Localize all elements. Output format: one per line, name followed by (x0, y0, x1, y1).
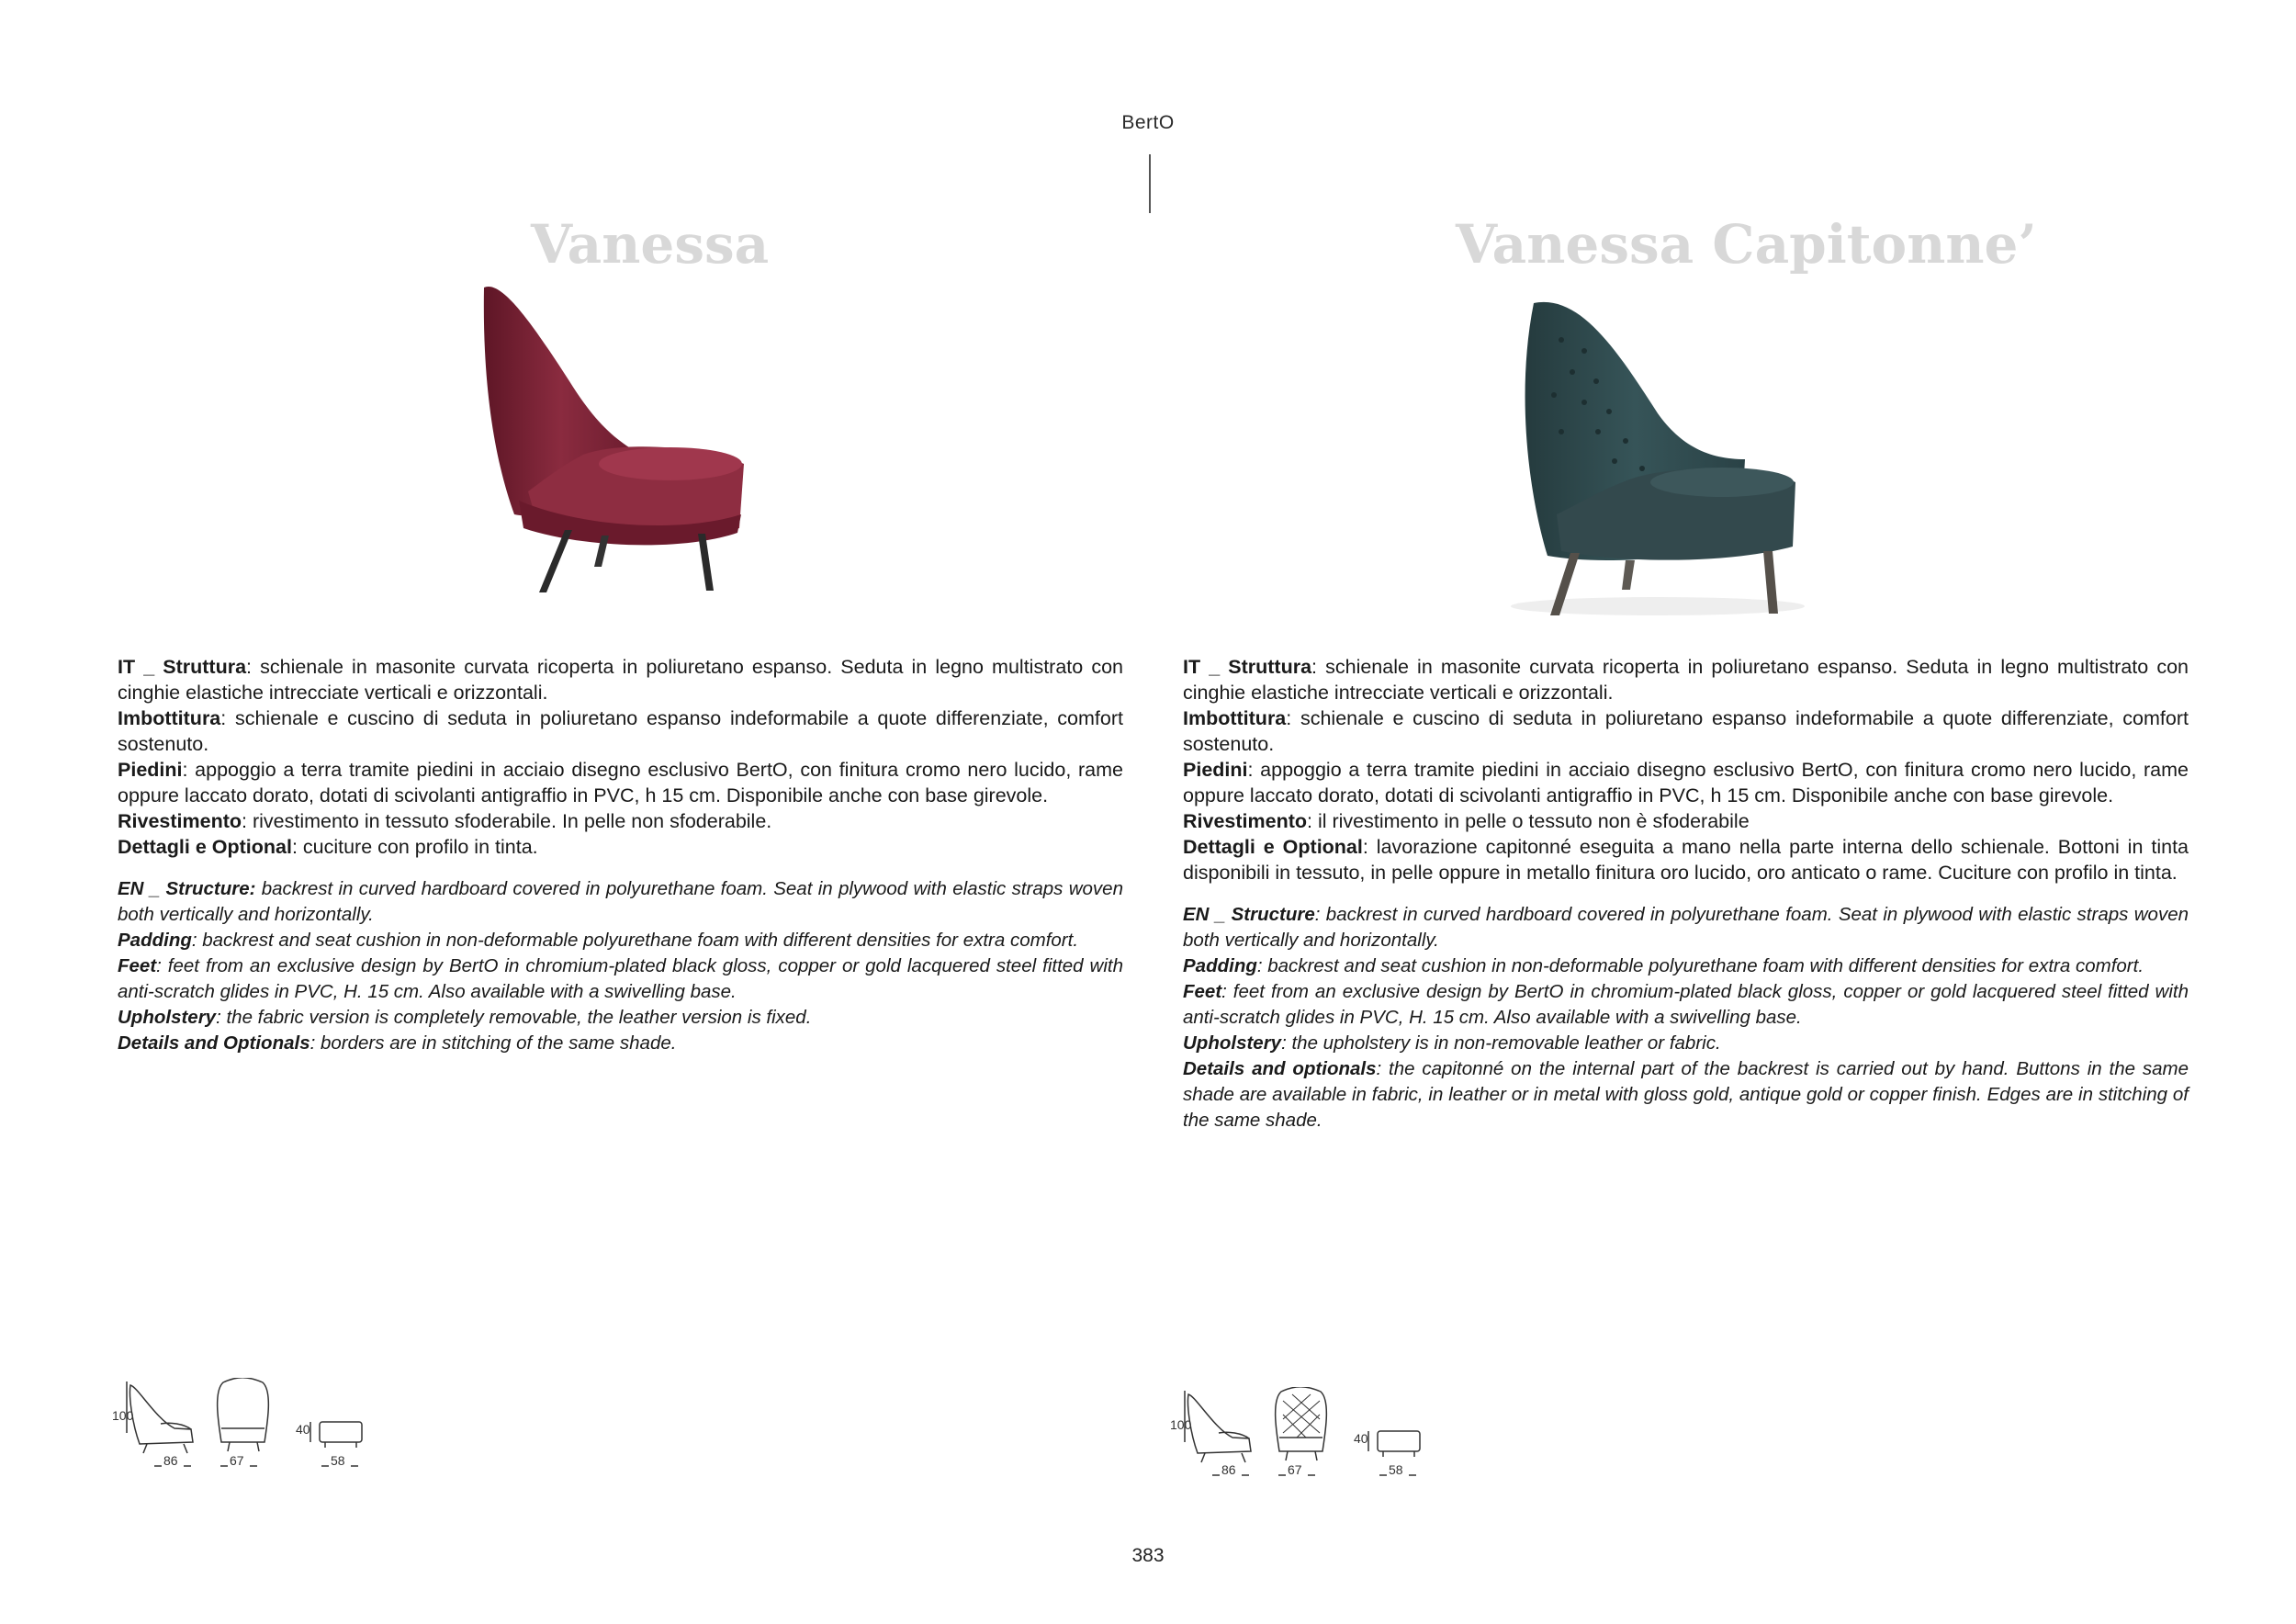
en-structure (118, 876, 1123, 928)
it-rivestimento (118, 808, 1123, 834)
dim-width: 67 (230, 1453, 244, 1468)
it-rivestimento (1183, 808, 2189, 834)
upholstery-text: : the fabric version is completely removable, the leather version is fixed. (216, 1007, 812, 1028)
en-feet (118, 953, 1123, 1005)
dim-depth: 86 (1221, 1462, 1236, 1477)
struttura-label: Struttura (163, 656, 247, 678)
it-prefix: IT _ (1183, 656, 1229, 678)
dim-pouf-width: 58 (331, 1453, 345, 1468)
feet-text: : feet from an exclusive design by BertO in chromium-plated black gloss, copper or gold lacquered steel fitted with anti-scratch glides in PVC, H. 15 cm. Also available with a swivelling base. (118, 955, 1123, 1002)
it-prefix: IT _ (118, 656, 163, 678)
rivestimento-text: : rivestimento in tessuto sfoderabile. In pelle non sfoderabile. (242, 810, 772, 832)
it-imbottitura (1183, 705, 2189, 757)
rivestimento-label: Rivestimento (118, 810, 242, 832)
dim-pouf-width: 58 (1389, 1462, 1403, 1477)
structure-label: EN _ Structure (1183, 904, 1315, 925)
en-details (1183, 1056, 2189, 1133)
dim-height: 100 (1170, 1417, 1192, 1432)
en-feet (1183, 979, 2189, 1031)
imbottitura-label: Imbottitura (118, 707, 221, 729)
brand-name: BertO (1121, 112, 1175, 133)
details-label: Details and optionals (1183, 1058, 1377, 1079)
vanessa-description (118, 654, 1123, 1056)
rivestimento-text: : il rivestimento in pelle o tessuto non è sfoderabile (1307, 810, 1750, 832)
page-number: 383 (1131, 1545, 1165, 1566)
structure-text: : backrest in curved hardboard covered in polyurethane foam. Seat in plywood with elastic straps woven both vertically and horizontally. (1183, 904, 2189, 951)
details-text: : borders are in stitching of the same shade. (310, 1032, 677, 1054)
imbottitura-text: : schienale e cuscino di seduta in poliuretano espanso indeformabile a quote differenziate, comfort sostenuto. (1183, 707, 2189, 755)
en-padding (1183, 953, 2189, 979)
struttura-text: : schienale in masonite curvata ricoperta in poliuretano espanso. Seduta in legno multistrato con cinghie elastiche intrecciate verticali e orizzontali. (1183, 656, 2189, 704)
it-dettagli (1183, 834, 2189, 885)
vanessa-capitonne-chair-image (1497, 294, 1809, 620)
en-upholstery (1183, 1031, 2189, 1056)
it-struttura (1183, 654, 2189, 705)
upholstery-label: Upholstery (1183, 1032, 1282, 1054)
dettagli-label: Dettagli e Optional (118, 836, 292, 858)
dim-width: 67 (1288, 1462, 1302, 1477)
dettagli-text: : lavorazione capitonné eseguita a mano nella parte interna dello schienale. Bottoni in tinta disponibili in tessuto, in pelle oppure in metallo finitura oro lucido, oro anticato o rame. Cuciture con profilo in tinta. (1183, 836, 2189, 884)
en-padding (118, 928, 1123, 953)
details-text: : the capitonné on the internal part of the backrest is carried out by hand. Buttons in the same shade are available in fabric, in leather or in metal with gloss gold, antique gold or copper finish. Edges are in stitching of the same shade. (1183, 1058, 2189, 1131)
piedini-label: Piedini (1183, 759, 1248, 781)
struttura-label: Struttura (1228, 656, 1312, 678)
struttura-text: : schienale in masonite curvata ricoperta in poliuretano espanso. Seduta in legno multistrato con cinghie elastiche intrecciate verticali e orizzontali. (118, 656, 1123, 704)
vanessa-chair-image (473, 280, 748, 597)
dim-height: 100 (112, 1408, 134, 1423)
header-divider (1149, 154, 1151, 213)
structure-text: backrest in curved hardboard covered in polyurethane foam. Seat in plywood with elastic straps woven both vertically and horizontally. (118, 878, 1123, 925)
en-details (118, 1031, 1123, 1056)
dettagli-label: Dettagli e Optional (1183, 836, 1363, 858)
piedini-text: : appoggio a terra tramite piedini in acciaio disegno esclusivo BertO, con finitura cromo nero lucido, rame oppure laccato dorato, dotati di scivolanti antigraffio in PVC, h 15 cm. Disponibile anche con base girevole. (1183, 759, 2189, 806)
product-title-vanessa-capitonne: Vanessa Capitonne’ (1456, 213, 2037, 276)
en-upholstery (118, 1005, 1123, 1031)
dettagli-text: : cuciture con profilo in tinta. (291, 836, 538, 858)
rivestimento-label: Rivestimento (1183, 810, 1308, 832)
details-label: Details and Optionals (118, 1032, 310, 1054)
upholstery-text: : the upholstery is in non-removable leather or fabric. (1281, 1032, 1721, 1054)
padding-label: Padding (1183, 955, 1257, 976)
dim-depth: 86 (163, 1453, 178, 1468)
feet-label: Feet (1183, 981, 1222, 1002)
en-section (1183, 902, 2189, 1133)
feet-label: Feet (118, 955, 157, 976)
padding-text: : backrest and seat cushion in non-deformable polyurethane foam with different densities for extra comfort. (1256, 955, 2144, 976)
padding-text: : backrest and seat cushion in non-deformable polyurethane foam with different densities for extra comfort. (191, 930, 1079, 951)
vanessa-capitonne-description (1183, 654, 2189, 1133)
dim-pouf-height: 40 (296, 1422, 310, 1437)
product-title-vanessa: Vanessa (531, 213, 770, 276)
structure-label: EN _ Structure: (118, 878, 256, 899)
en-structure (1183, 902, 2189, 953)
piedini-text: : appoggio a terra tramite piedini in acciaio disegno esclusivo BertO, con finitura cromo nero lucido, rame oppure laccato dorato, dotati di scivolanti antigraffio in PVC, h 15 cm. Disponibile anche con base girevole. (118, 759, 1123, 806)
it-dettagli (118, 834, 1123, 860)
feet-text: : feet from an exclusive design by BertO in chromium-plated black gloss, copper or gold lacquered steel fitted with anti-scratch glides in PVC, H. 15 cm. Also available with a swivelling base. (1183, 981, 2189, 1028)
vanessa-dimension-drawings (110, 1378, 386, 1479)
it-imbottitura (118, 705, 1123, 757)
upholstery-label: Upholstery (118, 1007, 217, 1028)
it-struttura (118, 654, 1123, 705)
imbottitura-text: : schienale e cuscino di seduta in poliuretano espanso indeformabile a quote differenziate, comfort sostenuto. (118, 707, 1123, 755)
en-section (118, 876, 1123, 1056)
padding-label: Padding (118, 930, 192, 951)
imbottitura-label: Imbottitura (1183, 707, 1287, 729)
it-piedini (1183, 757, 2189, 808)
piedini-label: Piedini (118, 759, 183, 781)
vanessa-capitonne-dimension-drawings (1168, 1387, 1444, 1488)
dim-pouf-height: 40 (1354, 1431, 1368, 1446)
it-piedini (118, 757, 1123, 808)
